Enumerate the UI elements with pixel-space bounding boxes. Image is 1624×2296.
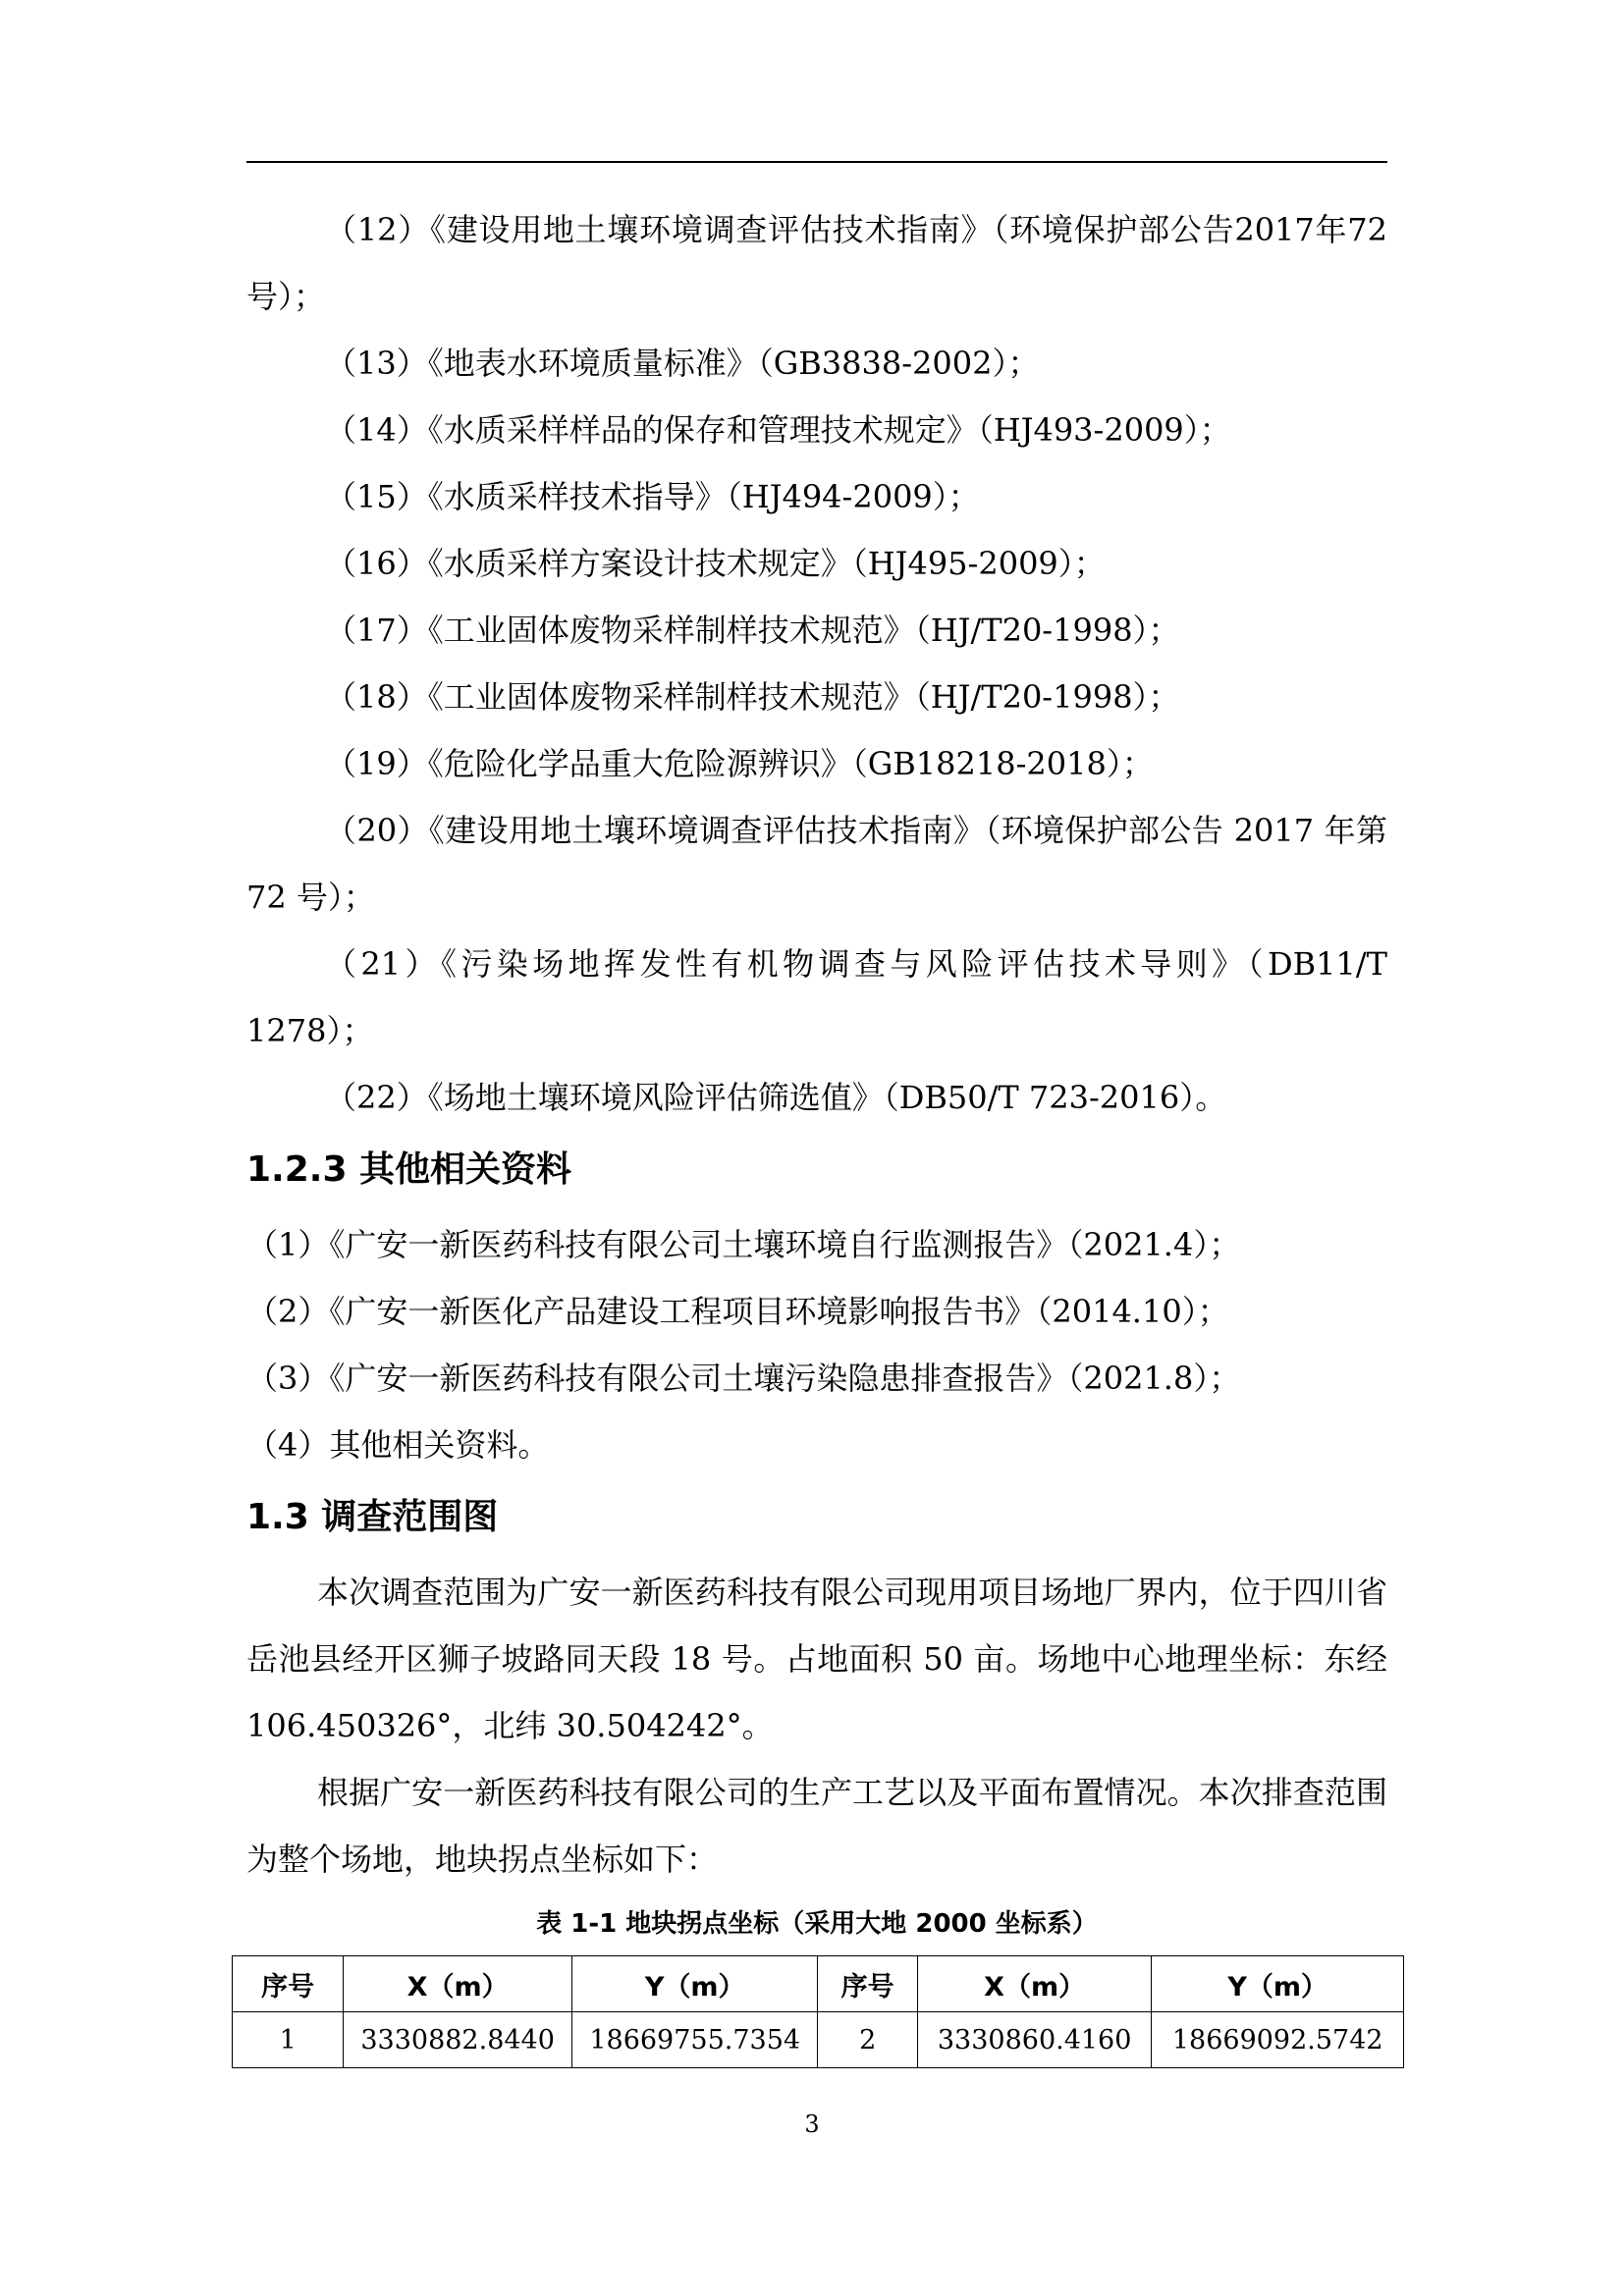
other-material-item: （4）其他相关资料。 (246, 1426, 550, 1464)
other-material-item: （3）《广安一新医药科技有限公司土壤污染隐患排查报告》（2021.8）； (246, 1360, 1241, 1397)
reference-item: （16）《水质采样方案设计技术规定》（HJ495-2009）； (325, 545, 1106, 582)
survey-scope-paragraph: 根据广安一新医药科技有限公司的生产工艺以及平面布置情况。本次排查范围为整个场地，地块拐点坐标如下： (246, 1774, 1387, 1878)
table-header-cell: Y（m） (571, 1956, 818, 2012)
reference-item: （14）《水质采样样品的保存和管理技术规定》（HJ493-2009）； (325, 411, 1231, 449)
table-cell: 1 (233, 2012, 344, 2068)
table-caption: 表 1-1 地块拐点坐标（采用大地 2000 坐标系） (536, 1909, 1098, 1939)
table-header-cell: Y（m） (1152, 1956, 1404, 2012)
section-heading-other-materials: 1.2.3 其他相关资料 (246, 1149, 572, 1190)
reference-item: （21）《污染场地挥发性有机物调查与风险评估技术导则》（DB11/T 1278）； (246, 945, 1387, 1049)
page-body (246, 196, 1387, 2068)
other-material-item: （1）《广安一新医药科技有限公司土壤环境自行监测报告》（2021.4）； (246, 1226, 1241, 1263)
table-header-cell: 序号 (818, 1956, 917, 2012)
table-header-row (233, 1956, 1404, 2012)
reference-item: （18）《工业固体废物采样制样技术规范》（HJ/T20-1998）； (325, 678, 1180, 716)
reference-list (246, 196, 1387, 1131)
table-cell: 18669755.7354 (571, 2012, 818, 2068)
reference-item: （12）《建设用地土壤环境调查评估技术指南》（环境保护部公告2017年72号）； (246, 211, 1387, 315)
table-header-cell: X（m） (344, 1956, 572, 2012)
header-rule (246, 161, 1387, 163)
table-cell: 3330882.8440 (344, 2012, 572, 2068)
table-header-cell: 序号 (233, 1956, 344, 2012)
table-cell: 18669092.5742 (1152, 2012, 1404, 2068)
table-row (233, 2012, 1404, 2068)
section-heading-survey-scope: 1.3 调查范围图 (246, 1497, 499, 1537)
reference-item: （15）《水质采样技术指导》（HJ494-2009）； (325, 478, 980, 515)
table-cell: 2 (818, 2012, 917, 2068)
other-materials-list (246, 1211, 1387, 1478)
coordinates-table (232, 1955, 1404, 2068)
survey-scope-paragraph: 本次调查范围为广安一新医药科技有限公司现用项目场地厂界内，位于四川省岳池县经开区狮子坡路同天段 18 号。占地面积 50 亩。场地中心地理坐标：东经 106.450326°，北纬 30.504242°。 (246, 1574, 1387, 1744)
reference-item: （22）《场地土壤环境风险评估筛选值》（DB50/T 723-2016）。 (325, 1079, 1227, 1116)
table-cell: 3330860.4160 (917, 2012, 1152, 2068)
table-header-cell: X（m） (917, 1956, 1152, 2012)
other-material-item: （2）《广安一新医化产品建设工程项目环境影响报告书》（2014.10）； (246, 1293, 1229, 1330)
reference-item: （20）《建设用地土壤环境调查评估技术指南》（环境保护部公告 2017 年第72 号）； (246, 812, 1387, 916)
page-number: 3 (804, 2110, 820, 2138)
reference-item: （17）《工业固体废物采样制样技术规范》（HJ/T20-1998）； (325, 612, 1180, 649)
reference-item: （19）《危险化学品重大危险源辨识》（GB18218-2018）； (325, 745, 1154, 782)
reference-item: （13）《地表水环境质量标准》（GB3838-2002）； (325, 345, 1040, 382)
coordinates-table-wrapper (232, 1955, 1404, 2068)
